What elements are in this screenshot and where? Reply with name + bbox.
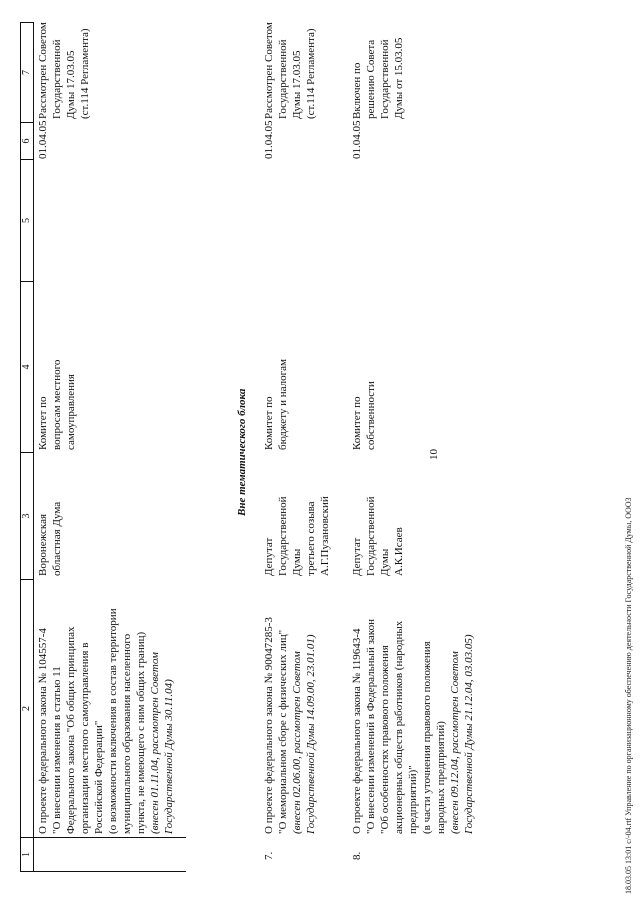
- section-title: Вне тематического блока: [236, 388, 248, 516]
- text-line: областная Дума: [51, 501, 63, 576]
- text-line: Российской Федерации": [93, 720, 105, 834]
- text-line: (в части уточнения правового положения: [421, 641, 433, 834]
- text-line: А.К.Исаев: [393, 527, 405, 576]
- text-line: Рассмотрен Советом: [37, 22, 49, 119]
- text-line: Комитет по: [37, 396, 49, 450]
- text-line: О проекте федерального закона № 119643-4: [351, 628, 363, 834]
- text-line: вопросам местного: [51, 359, 63, 450]
- text-line: "О внесении изменений в Федеральный закон: [365, 619, 377, 834]
- text-line: Думы от 15.03.05: [393, 37, 405, 119]
- text-line: народных предприятий): [435, 721, 447, 834]
- text-line: (ст.114 Регламента): [79, 28, 91, 119]
- row-divider: [34, 871, 186, 872]
- table-row-8-committee: [350, 290, 378, 450]
- text-line: Государственной: [379, 39, 391, 119]
- text-line: "Об особенностях правового положения: [379, 645, 391, 834]
- page-footer: 18.03.05 13:01 с/-04.rtf Управление по организационному обеспечению деятельности Государственной Думы, ООО3: [624, 497, 633, 894]
- text-line: А.Г.Пузановский: [319, 496, 331, 576]
- table-row-8-description: [350, 584, 476, 834]
- text-line: Воронежская: [37, 513, 49, 576]
- text-line: муниципального образования населенного: [121, 633, 133, 834]
- text-line: Думы 17.03.05: [291, 50, 303, 119]
- table-row-8-initiator: [350, 456, 406, 576]
- header-col-1: 1: [21, 837, 33, 871]
- text-line: предприятий)": [407, 765, 419, 834]
- text-line: (ст.114 Регламента): [305, 28, 317, 119]
- text-line: Включен по: [351, 62, 363, 119]
- text-line: бюджету и налогам: [277, 359, 289, 450]
- text-line: "О внесении изменения в статью 11: [51, 666, 63, 834]
- table-row-1-date: 01.04.05: [37, 120, 49, 159]
- text-line: Государственной Думы 30.11.04): [163, 679, 175, 834]
- table-row-8-date: 01.04.05: [351, 120, 363, 159]
- text-line: третьего созыва: [305, 501, 317, 576]
- header-col-5: 5: [21, 159, 33, 281]
- header-col-4: 4: [21, 281, 33, 452]
- table-row-1-status: [36, 9, 92, 119]
- text-line: акционерных обществ работников (народных: [393, 620, 405, 834]
- text-line: Комитет по: [351, 396, 363, 450]
- text-line: Государственной Думы 21.12.04, 03.03.05): [463, 634, 475, 834]
- text-line: "О мемориальном сборе с физических лиц": [277, 629, 289, 834]
- header-col-7: 7: [21, 70, 32, 75]
- header-col-3: 3: [21, 452, 33, 579]
- text-line: (внесен 09.12.04, рассмотрен Советом: [449, 651, 461, 834]
- text-line: О проекте федерального закона № 104557-4: [37, 628, 49, 834]
- text-line: Рассмотрен Советом: [263, 22, 275, 119]
- text-line: решению Совета: [365, 39, 377, 119]
- text-line: О проекте федерального закона № 90047285-3: [263, 617, 275, 834]
- table-row-7-status: [262, 9, 318, 119]
- header-col-2: 2: [21, 579, 33, 837]
- text-line: собственности: [365, 381, 377, 450]
- text-line: Государственной: [365, 496, 377, 576]
- header-col-6: 6: [21, 122, 33, 159]
- text-line: Думы: [291, 548, 303, 576]
- text-line: Федерального закона "Об общих принципах: [65, 626, 77, 834]
- text-line: (внесен 01.11.04, рассмотрен Советом: [149, 652, 161, 834]
- column-header-row: [20, 22, 34, 872]
- text-line: Думы 17.03.05: [65, 50, 77, 119]
- text-line: (внесен 02.06.00, рассмотрен Советом: [291, 651, 303, 834]
- text-line: Государственной Думы 14.09.00, 23.01.01): [305, 634, 317, 834]
- table-row-1-initiator: [36, 456, 64, 576]
- page-number: 10: [428, 449, 440, 460]
- text-line: организации местного самоуправления в: [79, 642, 91, 834]
- table-row-7-initiator: [262, 456, 332, 576]
- table-row-7-date: 01.04.05: [263, 120, 275, 159]
- text-line: Государственной: [277, 496, 289, 576]
- table-row-1-committee: [36, 290, 78, 450]
- table-row-7-committee: [262, 290, 290, 450]
- text-line: Думы: [379, 548, 391, 576]
- text-line: самоуправления: [65, 374, 77, 450]
- text-line: Депутат: [263, 537, 275, 576]
- table-row-8-status: [350, 9, 406, 119]
- text-line: Государственной: [277, 39, 289, 119]
- table-row-1-description: [36, 584, 176, 834]
- text-line: Комитет по: [263, 396, 275, 450]
- row-number: 7.: [263, 851, 275, 860]
- text-line: пункта, не имеющего с ним общих границ): [135, 631, 147, 834]
- text-line: (о возможности включения в состав территории: [107, 608, 119, 834]
- row-number: 8.: [351, 851, 363, 860]
- text-line: Депутат: [351, 537, 363, 576]
- row-divider: [34, 837, 186, 838]
- text-line: Государственной: [51, 39, 63, 119]
- table-row-7-description: [262, 584, 318, 834]
